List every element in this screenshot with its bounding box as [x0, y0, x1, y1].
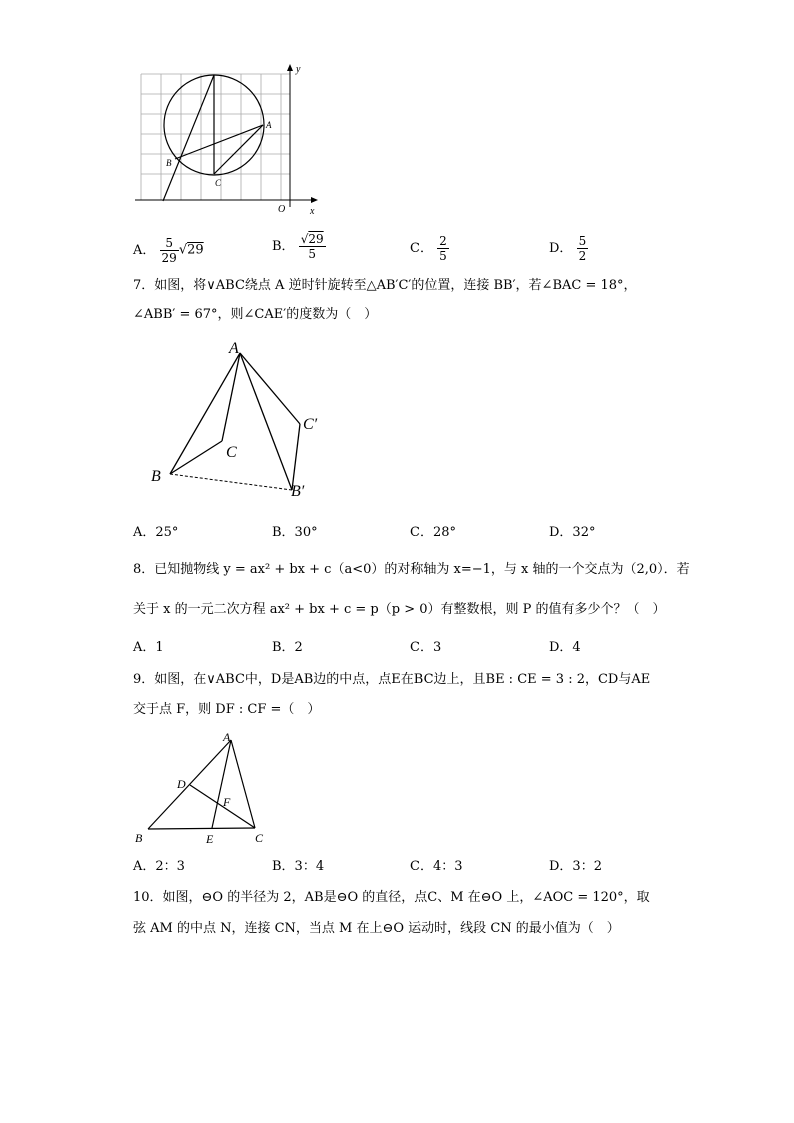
q10-stem-line2: 弦 AM 的中点 N，连接 CN，当点 M 在上⊖O 运动时，线段 CN 的最小值为（ ）: [133, 921, 620, 936]
q7-stem-line2: ∠ABB′ = 67°，则∠CAE′的度数为（ ）: [133, 307, 378, 322]
q6-figure: [135, 62, 325, 217]
q7-label-c: C: [226, 444, 237, 461]
q6-label-a: A: [266, 120, 272, 130]
q7-label-c-prime: C′: [303, 416, 318, 433]
q7-label-b: B: [151, 468, 161, 485]
q6-label-b: B: [166, 158, 172, 168]
q6-label-c: C: [215, 178, 222, 188]
q6-label-x: x: [310, 206, 315, 217]
q8-option-c: C．3: [410, 640, 442, 655]
q6-label-o: O: [278, 204, 286, 215]
q7-option-a: A．25°: [133, 525, 179, 540]
q7-figure: [145, 335, 335, 505]
q7-stem-line1: 7．如图，将∨ABC绕点 A 逆时针旋转至△AB′C′的位置，连接 BB′，若∠BAC = 18°，: [133, 278, 637, 293]
q6-option-d: D． $\frac{5}{2}$: [549, 234, 587, 263]
q9-label-a: A: [223, 730, 231, 744]
q9-label-f: F: [223, 795, 231, 809]
q9-label-e: E: [206, 832, 214, 846]
q9-label-c: C: [255, 831, 264, 845]
q10-stem-line1: 10．如图，⊖O 的半径为 2，AB是⊖O 的直径，点C、M 在⊖O 上，∠AOC = 120°，取: [133, 890, 650, 905]
q6-option-c: C． $\frac{2}{5}$: [410, 234, 447, 263]
q8-option-d: D．4: [549, 640, 581, 655]
q7-option-c: C．28°: [410, 525, 456, 540]
q6-option-a: A． $\frac{5}{29}$ √29: [133, 236, 204, 265]
q9-option-d: D．3：2: [549, 859, 602, 874]
q8-option-b: B．2: [272, 640, 303, 655]
q6-label-y: y: [296, 64, 301, 75]
q8-stem-line1: 8．已知抛物线 y = ax² + bx + c（a<0）的对称轴为 x=−1，与 x 轴的一个交点为（2,0）．若: [133, 562, 690, 577]
q8-stem-line2: 关于 x 的一元二次方程 ax² + bx + c = p（p > 0）有整数根，则 P 的值有多少个？（ ）: [133, 602, 666, 617]
q9-option-c: C．4：3: [410, 859, 463, 874]
q9-option-b: B．3：4: [272, 859, 325, 874]
q9-figure: [130, 728, 280, 850]
q9-stem-line1: 9．如图，在∨ABC中，D是AB边的中点，点E在BC边上，且BE : CE = 3 : 2，CD与AE: [133, 672, 651, 687]
q6-option-b: B． $\frac{√29}{5}$: [272, 232, 324, 261]
q8-option-a: A．1: [133, 640, 164, 655]
q7-label-a: A: [229, 340, 239, 357]
q7-option-d: D．32°: [549, 525, 596, 540]
q9-stem-line2: 交于点 F，则 DF : CF =（ ）: [133, 702, 321, 717]
q7-label-b-prime: B′: [291, 483, 305, 500]
q9-label-b: B: [135, 831, 143, 845]
q9-label-d: D: [177, 777, 186, 791]
q7-option-b: B．30°: [272, 525, 318, 540]
q9-option-a: A．2：3: [133, 859, 185, 874]
